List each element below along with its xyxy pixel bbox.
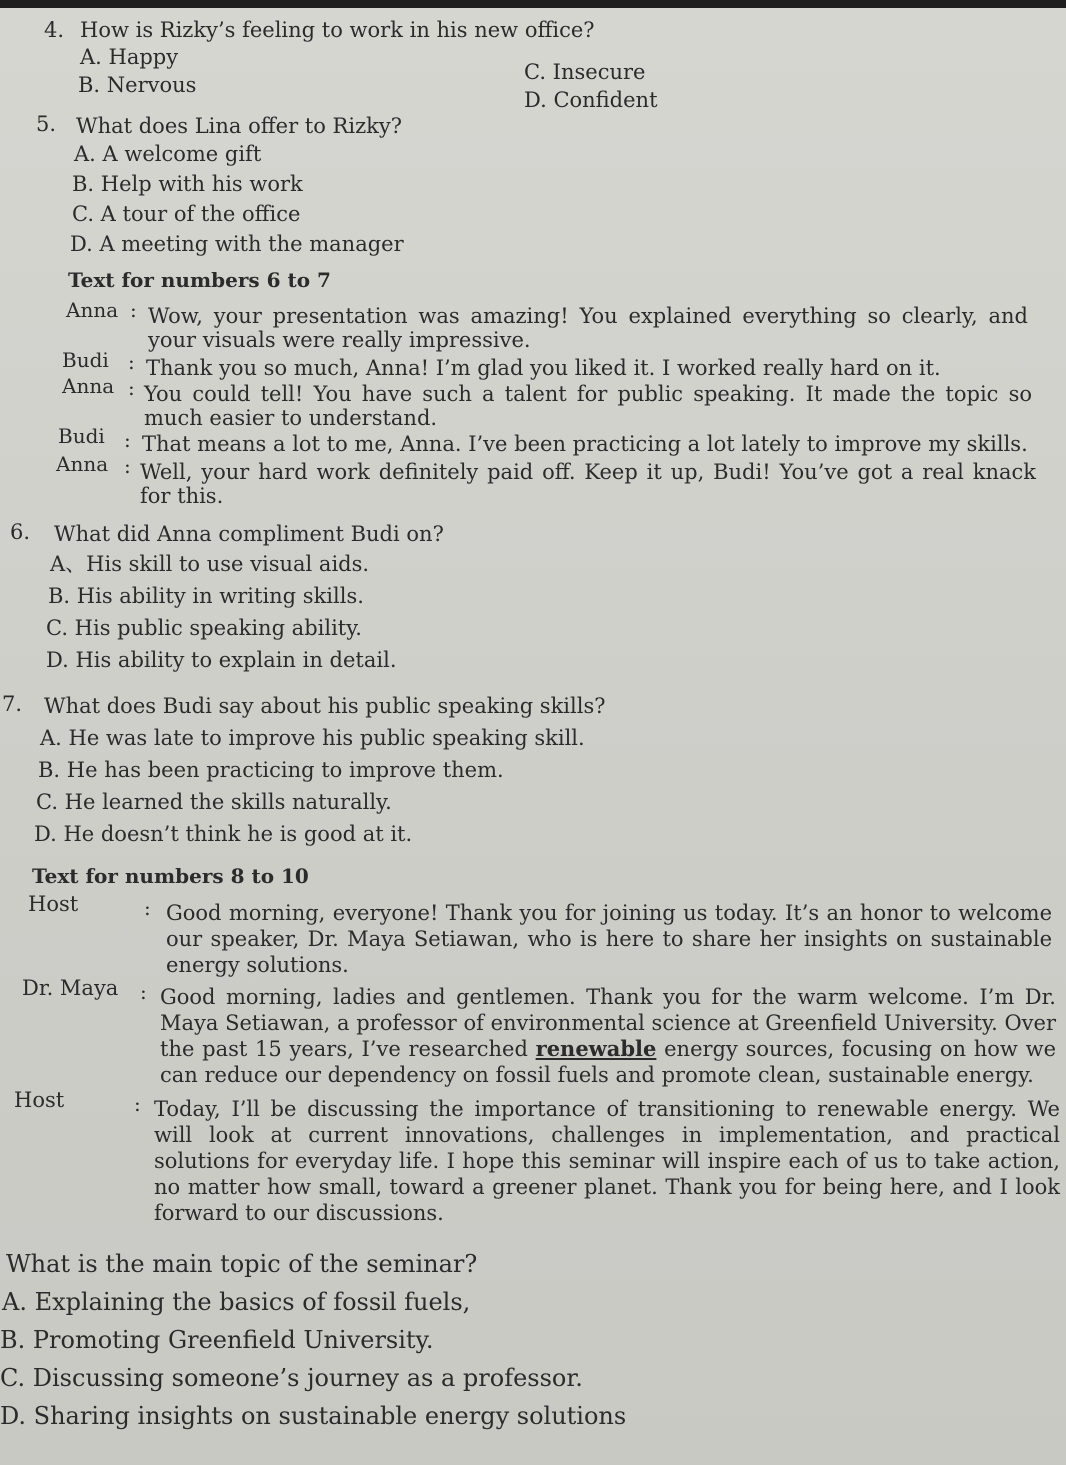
dialogue-line: That means a lot to me, Anna. I’ve been practicing a lot lately to improve my skills. xyxy=(142,432,1028,456)
q7-option-c: C. He learned the skills naturally. xyxy=(36,790,392,814)
q5-number: 5. xyxy=(36,112,57,136)
dialogue-colon: : xyxy=(124,454,131,478)
dialogue-line: Thank you so much, Anna! I’m glad you liked it. I worked really hard on it. xyxy=(146,356,941,380)
q5-option-a: A. A welcome gift xyxy=(74,142,262,166)
q6-option-d: D. His ability to explain in detail. xyxy=(46,648,397,672)
text67-heading: Text for numbers 6 to 7 xyxy=(68,268,331,292)
q8-option-c: C. Discussing someone’s journey as a professor. xyxy=(0,1364,583,1392)
dialogue-speaker: Anna xyxy=(62,374,115,398)
q5-question: What does Lina offer to Rizky? xyxy=(76,114,402,138)
dialogue-colon: : xyxy=(140,980,147,1004)
q4-question: How is Rizky’s feeling to work in his new office? xyxy=(80,18,595,42)
dialogue-colon: : xyxy=(128,376,135,400)
q8-option-d: D. Sharing insights on sustainable energy solutions xyxy=(0,1402,627,1430)
dialogue-line: Wow, your presentation was amazing! You explained everything so clearly, and your visuals were really impressive. xyxy=(148,304,1028,352)
q7-option-d: D. He doesn’t think he is good at it. xyxy=(34,822,413,846)
dialogue-colon: : xyxy=(144,896,151,920)
q8-option-b: B. Promoting Greenfield University. xyxy=(0,1326,434,1354)
dialogue-speaker: Host xyxy=(14,1088,65,1112)
q6-option-a: A、His skill to use visual aids. xyxy=(50,552,370,576)
dialogue-line: Today, I’ll be discussing the importance of transitioning to renewable energy. We will look at current innovations, challenges in implementation, and practical solutions for everyday life. I hope this seminar will inspire each of us to take action, no matter how small, toward a greener planet. Thank you for being here, and I look forward to our discussions. xyxy=(154,1097,1060,1225)
q5-option-c: C. A tour of the office xyxy=(72,202,301,226)
q7-number: 7. xyxy=(2,692,23,716)
q6-option-b: B. His ability in writing skills. xyxy=(48,584,364,608)
q7-option-b: B. He has been practicing to improve them. xyxy=(38,758,504,782)
dialogue-line-part: Good morning, ladies and gentlemen. Thank you for the warm welcome. I’m Dr. Maya Setiawan, a professor of environmental science at Greenfield University. Over the past 15 years, I’ve researched xyxy=(160,985,1056,1061)
dialogue-speaker: Anna xyxy=(56,452,109,476)
dialogue-colon: : xyxy=(124,428,131,452)
dialogue-colon: : xyxy=(128,350,135,374)
q4-option-a: A. Happy xyxy=(80,45,179,69)
dialogue-speaker: Host xyxy=(28,892,79,916)
q6-question: What did Anna compliment Budi on? xyxy=(54,522,444,546)
underlined-word: renewable xyxy=(535,1036,657,1061)
photo-top-edge xyxy=(0,0,1066,8)
dialogue-speaker: Anna xyxy=(66,298,119,322)
dialogue-colon: : xyxy=(134,1092,141,1116)
q7-question: What does Budi say about his public speaking skills? xyxy=(44,694,606,718)
dialogue-line-part: energy sources, focusing on how we can reduce our dependency on fossil fuels and promote clean, sustainable energy. xyxy=(160,1037,1056,1087)
q6-option-c: C. His public speaking ability. xyxy=(46,616,362,640)
q7-option-a: A. He was late to improve his public speaking skill. xyxy=(40,726,585,750)
dialogue-line: Well, your hard work definitely paid off. Keep it up, Budi! You’ve got a real knack for this. xyxy=(140,460,1036,508)
q4-option-d: D. Confident xyxy=(524,88,658,112)
q8-question: What is the main topic of the seminar? xyxy=(6,1250,478,1278)
dialogue-speaker: Budi xyxy=(58,424,105,448)
dialogue-line: Good morning, everyone! Thank you for joining us today. It’s an honor to welcome our speaker, Dr. Maya Setiawan, who is here to share her insights on sustainable energy solutions. xyxy=(166,901,1052,977)
dialogue-colon: : xyxy=(130,298,137,322)
dialogue-line: You could tell! You have such a talent for public speaking. It made the topic so much easier to understand. xyxy=(144,382,1032,430)
dialogue-speaker: Budi xyxy=(62,348,109,372)
dialogue-line xyxy=(160,984,1056,1088)
q4-option-c: C. Insecure xyxy=(524,60,646,84)
dialogue-speaker: Dr. Maya xyxy=(22,976,119,1000)
text810-heading: Text for numbers 8 to 10 xyxy=(32,864,309,888)
q4-number: 4. xyxy=(44,18,65,42)
q8-option-a: A. Explaining the basics of fossil fuels, xyxy=(2,1288,471,1316)
q5-option-d: D. A meeting with the manager xyxy=(70,232,404,256)
q6-number: 6. xyxy=(10,520,31,544)
q5-option-b: B. Help with his work xyxy=(72,172,303,196)
q4-option-b: B. Nervous xyxy=(78,73,197,97)
